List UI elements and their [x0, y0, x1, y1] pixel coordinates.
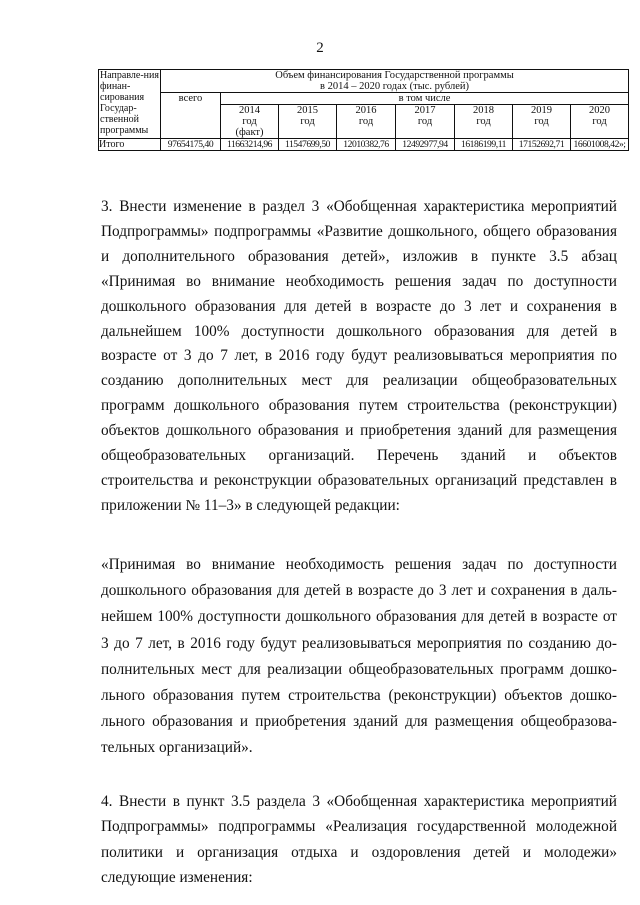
header-volume-line1: Объем финансирования Государственной программы [275, 70, 514, 81]
row-label: Итого [99, 139, 161, 151]
year-unit: год [242, 116, 257, 127]
header-year-2020 [571, 105, 629, 139]
table-row [99, 139, 629, 151]
header-year-2016 [337, 105, 396, 139]
year-label: 2018 [473, 105, 494, 116]
year-label: 2020 [589, 105, 611, 116]
year-unit: год [592, 116, 607, 127]
header-total: всего [161, 93, 221, 139]
year-label: 2019 [531, 105, 552, 116]
paragraph-3: 3. Внести изменение в раздел 3 «Обобщенная характеристика мероприятий Подпрограммы» подпрограммы «Развитие дошкольного, общего образования и дополнительного образования детей», изложив в пункте 3.5 абзац «Принимая во внимание необходимость решения задач по доступности дошкольного образования для детей в возрасте до 3 лет и сохранения в дальнейшем 100% доступности дошкольного образования для детей в возрасте от 3 до 7 лет, в 2016 году будут реализовываться мероприятия по созданию дополнительных мест для реализации общеобразовательных программ дошкольного образования путем строительства (реконструкции) объектов дошкольного образования и приобретения зданий для размещения общеобразовательных организаций. Перечень зданий и объектов строительства и реконструкции образовательных организаций представлен в приложении № 11–3» в следующей редакции: [101, 198, 617, 514]
page-number: 2 [316, 40, 324, 56]
header-year-2017 [396, 105, 455, 139]
row-value-2019: 17152692,71 [513, 139, 571, 151]
year-note: (факт) [235, 127, 264, 138]
header-year-2019 [513, 105, 571, 139]
year-unit: год [300, 116, 315, 127]
row-value-2014: 11663214,96 [221, 139, 279, 151]
header-year-2018 [455, 105, 513, 139]
header-volume [161, 70, 629, 93]
header-year-2015 [279, 105, 337, 139]
row-value-2018: 16186199,11 [455, 139, 513, 151]
year-label: 2017 [414, 105, 436, 116]
year-unit: год [358, 116, 374, 127]
year-label: 2016 [355, 105, 377, 116]
row-total: 97654175,40 [161, 139, 221, 151]
year-unit: год [417, 116, 433, 127]
year-label: 2014 [239, 105, 260, 116]
year-label: 2015 [297, 105, 318, 116]
header-year-2014 [221, 105, 279, 139]
row-value-2017: 12492977,94 [396, 139, 455, 151]
header-including: в том числе [221, 93, 629, 105]
funding-table [98, 69, 629, 151]
header-direction: Направле-ния финан-сирования Государ-ственной программы [99, 70, 161, 139]
year-unit: год [476, 116, 491, 127]
paragraph-4: 4. Внести в пункт 3.5 раздела 3 «Обобщенная характеристика мероприятий Подпрограммы» подпрограммы «Реализация государственной молодежной политики и организация отдыха и оздоровления детей и молодежи» следующие изменения: [101, 793, 617, 886]
row-value-2015: 11547699,50 [279, 139, 337, 151]
row-value-2020: 16601008,42»; [571, 139, 629, 151]
header-volume-line2: в 2014 – 2020 годах (тыс. рублей) [320, 81, 469, 92]
year-unit: год [534, 116, 549, 127]
quote-paragraph: «Принимая во внимание необходимость решения задач по доступности дошкольного образования для детей в возрасте до 3 лет и сохранения в дальнейшем 100% доступности дошкольного образования для детей в возрасте от 3 до 7 лет, в 2016 году будут реализовываться мероприятия по созданию дополнительных мест для реализации общеобразовательных программ дошкольного образования путем строительства (реконструкции) объектов дошкольного образования и приобретения зданий для размещения общеобразовательных организаций». [101, 556, 617, 757]
row-value-2016: 12010382,76 [337, 139, 396, 151]
